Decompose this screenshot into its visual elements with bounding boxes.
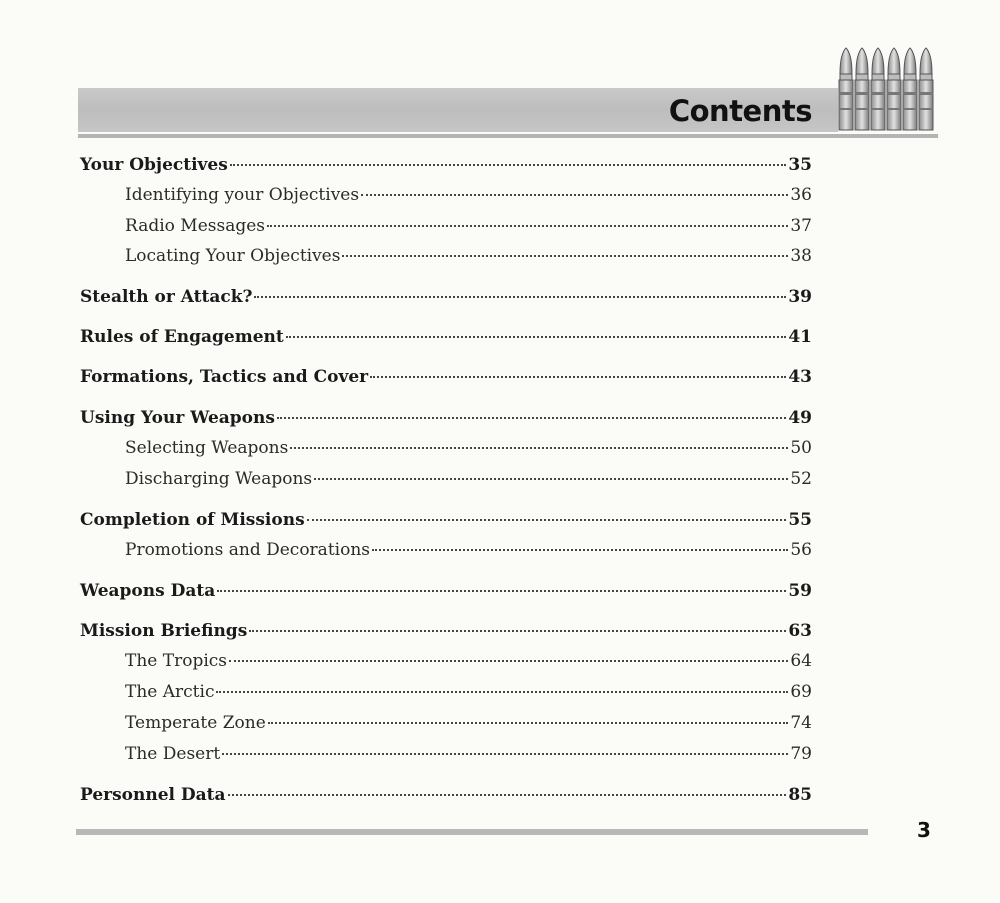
- page-title: Contents: [668, 94, 812, 128]
- header-divider: [78, 134, 938, 138]
- toc-entry-title: Radio Messages: [125, 216, 266, 236]
- page-number: 3: [917, 818, 931, 842]
- toc-entry-page: 39: [788, 287, 812, 307]
- toc-entry: [80, 621, 812, 647]
- toc-subentry: [125, 438, 812, 464]
- toc-entry: [80, 785, 812, 811]
- toc-entry-title: Rules of Engagement: [80, 327, 284, 347]
- toc-entry-page: 64: [790, 651, 812, 671]
- dot-leader: [228, 793, 787, 796]
- toc-entry-page: 37: [790, 216, 812, 236]
- toc-entry: [80, 581, 812, 607]
- toc-entry: [80, 408, 812, 434]
- toc-subentry: [125, 744, 812, 770]
- dot-leader: [222, 752, 788, 755]
- dot-leader: [286, 335, 787, 338]
- dot-leader: [342, 254, 788, 257]
- toc-entry-page: 49: [788, 408, 812, 428]
- toc-subentry: [125, 216, 812, 242]
- footer-divider: [76, 829, 868, 835]
- toc-entry-title: Mission Briefings: [80, 621, 248, 641]
- dot-leader: [230, 163, 787, 166]
- toc-subentry: [125, 540, 812, 566]
- toc-entry-page: 52: [790, 469, 812, 489]
- toc-entry-page: 74: [790, 713, 812, 733]
- toc-entry: [80, 367, 812, 393]
- dot-leader: [290, 446, 788, 449]
- toc-entry-page: 36: [790, 185, 812, 205]
- toc-entry-page: 56: [790, 540, 812, 560]
- toc-entry-title: Weapons Data: [80, 581, 216, 601]
- dot-leader: [370, 375, 786, 378]
- toc-entry-title: Stealth or Attack?: [80, 287, 253, 307]
- toc-entry-title: Temperate Zone: [125, 713, 266, 733]
- dot-leader: [217, 589, 786, 592]
- toc-entry-title: Completion of Missions: [80, 510, 305, 530]
- toc-entry-page: 69: [790, 682, 812, 702]
- toc-entry: [80, 327, 812, 353]
- toc-subentry: [125, 185, 812, 211]
- toc-entry-title: The Arctic: [125, 682, 215, 702]
- dot-leader: [361, 193, 788, 196]
- toc-entry-title: Identifying your Objectives: [125, 185, 360, 205]
- toc-entry-page: 43: [788, 367, 812, 387]
- dot-leader: [314, 477, 788, 480]
- toc-subentry: [125, 682, 812, 708]
- toc-entry: [80, 287, 812, 313]
- toc-entry-page: 59: [788, 581, 812, 601]
- toc-entry-title: Your Objectives: [80, 155, 228, 175]
- bullets-icon: [838, 46, 940, 134]
- toc-entry-page: 50: [790, 438, 812, 458]
- toc-subentry: [125, 246, 812, 272]
- toc-entry-page: 35: [788, 155, 812, 175]
- dot-leader: [307, 518, 787, 521]
- toc-entry-page: 55: [788, 510, 812, 530]
- toc-entry-page: 85: [788, 785, 812, 805]
- dot-leader: [229, 659, 788, 662]
- toc-subentry: [125, 469, 812, 495]
- toc-entry-page: 38: [790, 246, 812, 266]
- toc-entry-page: 79: [790, 744, 812, 764]
- dot-leader: [277, 416, 786, 419]
- dot-leader: [268, 721, 789, 724]
- toc-entry-title: Personnel Data: [80, 785, 226, 805]
- dot-leader: [254, 295, 786, 298]
- dot-leader: [267, 224, 788, 227]
- toc-entry-title: Promotions and Decorations: [125, 540, 370, 560]
- toc-entry-page: 63: [788, 621, 812, 641]
- toc-entry-title: The Tropics: [125, 651, 228, 671]
- dot-leader: [372, 548, 788, 551]
- toc-entry-title: Locating Your Objectives: [125, 246, 341, 266]
- toc-entry-title: Selecting Weapons: [125, 438, 289, 458]
- toc-entry: [80, 155, 812, 181]
- toc-subentry: [125, 651, 812, 677]
- dot-leader: [216, 690, 788, 693]
- toc-entry-title: Formations, Tactics and Cover: [80, 367, 369, 387]
- toc-entry: [80, 510, 812, 536]
- toc-entry-page: 41: [788, 327, 812, 347]
- toc-entry-title: Discharging Weapons: [125, 469, 313, 489]
- toc-subentry: [125, 713, 812, 739]
- toc-entry-title: Using Your Weapons: [80, 408, 275, 428]
- toc-entry-title: The Desert: [125, 744, 221, 764]
- dot-leader: [249, 629, 786, 632]
